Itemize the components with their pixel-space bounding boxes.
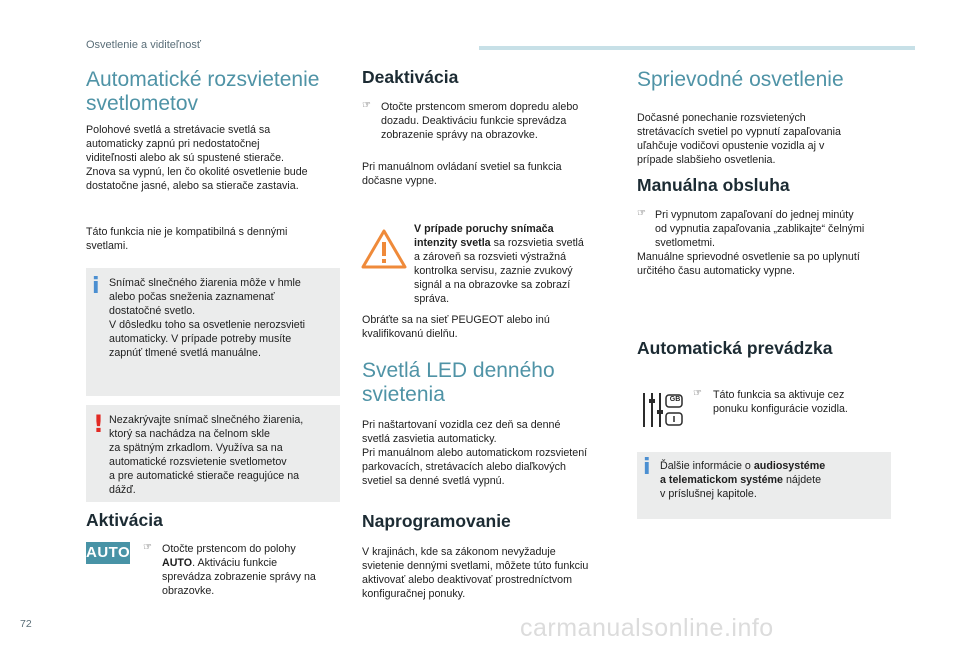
activation-title: Aktivácia [86,510,163,530]
auto-lighting-title-line2: svetlometov [86,92,199,115]
text-line: sprevádza zobrazenie správy na [162,571,316,583]
info-icon: i [92,274,100,299]
bullet-arrow-icon: ☞ [143,542,152,553]
text-line [660,473,888,487]
auto-bold-label: AUTO [162,557,193,569]
bullet-arrow-icon: ☞ [693,388,702,399]
fault-bold-2: intenzity svetla [414,237,491,249]
text-line: uľahčuje vodičovi opustenie vozidla aj v [637,140,825,152]
text-line: dočasne vypne. [362,175,437,187]
auto-lighting-para1 [86,123,348,193]
drl-title-line2: svietenia [362,383,445,406]
warning-triangle-icon [361,228,407,270]
manual-operation-text [637,250,899,278]
text-line: Manuálne sprievodné osvetlenie sa po uplynutí [637,251,860,263]
activation-text [162,542,348,598]
sensor-fault-text [414,222,626,306]
text-line: automaticky. V prípade potreby musíte [109,333,292,345]
text-line [660,459,888,473]
text-line: zobrazenie správy na obrazovke. [381,129,538,141]
guide-lighting-title: Sprievodné osvetlenie [637,68,844,91]
text-line: kontrolka servisu, zaznie zvukový [414,265,573,277]
guide-lighting-text [637,111,899,167]
info-line1-bold: audiosystéme [753,460,826,472]
section-header: Osvetlenie a viditeľnosť [86,39,201,51]
text-line: Pri manuálnom ovládaní svetiel sa funkcia [362,161,562,173]
page-number: 72 [20,618,32,630]
auto-lighting-title [86,68,319,116]
manual-operation-bullet [655,208,899,250]
text-line: dozadu. Deaktiváciu funkcie sprevádza [381,115,567,127]
text-line: obrazovke. [162,585,215,597]
text-line: od vypnutia zapaľovania „zablikajte“ čelnými [655,223,865,235]
text-line: V krajinách, kde sa zákonom nevyžaduje [362,546,556,558]
fault-bold-1: V prípade poruchy snímača [414,223,554,235]
drl-title [362,359,555,407]
text-line: Táto funkcia sa aktivuje cez [713,389,845,401]
text-line [162,556,348,570]
text-line: Dočasné ponechanie rozsvietených [637,112,806,124]
text-line: svetlá zasvietia automaticky. [362,433,497,445]
text-line: automatické rozsvietenie svetlometov [109,456,287,468]
drl-text [362,418,624,488]
text-line: Polohové svetlá a stretávacie svetlá sa [86,124,271,136]
text-line: Nezakrývajte snímač slnečného žiarenia, [109,414,304,426]
text-line: stretávacích svetiel po vypnutí zapaľovania [637,126,841,138]
text-line: dostatočné svetlo. [109,305,196,317]
text-line: Táto funkcia nie je kompatibilná s dennými [86,226,288,238]
text-line: Pri vypnutom zapaľovaní do jednej minúty [655,209,854,221]
text-line: dážď. [109,484,136,496]
text-line: signál a na obrazovke sa zobrazí [414,279,571,291]
dealer-contact-text [362,313,624,341]
text-line [414,222,626,236]
automatic-operation-title: Automatická prevádzka [637,338,833,358]
activation-line2-rest: . Aktiváciu funkcie [192,557,278,569]
watermark: carmanualsonline.info [520,614,774,642]
deactivation-title: Deaktivácia [362,67,459,87]
reprogramming-title: Naprogramovanie [362,511,511,531]
gb-label: GB [669,396,681,403]
text-line: určitého času automaticky vypne. [637,265,796,277]
info-line1-pre: Ďalšie informácie o [660,460,754,472]
text-line [414,236,626,250]
header-divider [479,46,915,50]
text-line: aktivovať alebo deaktivovať prostredníctvom [362,574,572,586]
deactivation-text [381,100,621,142]
manual-operation-title: Manuálna obsluha [637,175,790,195]
auto-lighting-title-line1: Automatické rozsvietenie [86,68,320,91]
info-icon: i [643,455,651,480]
text-line: svetlami. [86,240,129,252]
info-line2-bold: a telematickom systéme [660,474,783,486]
text-line: v príslušnej kapitole. [660,488,757,500]
text-line: alebo počas sneženia zaznamenať [109,291,275,303]
text-line: Obráťte sa na sieť PEUGEOT alebo inú [362,314,550,326]
auto-mode-icon: AUTO [86,542,130,564]
text-line: svetlometmi. [655,237,715,249]
text-line: Snímač slnečného žiarenia môže v hmle [109,277,301,289]
text-line: V dôsledku toho sa osvetlenie nerozsvieti [109,319,306,331]
text-line: kvalifikovanú dielňu. [362,328,458,340]
text-line: automaticky zapnú pri nedostatočnej [86,138,260,150]
info-box-audio-text [660,459,888,501]
exclamation-icon: ! [93,410,104,438]
text-line: zapnúť tlmené svetlá manuálne. [109,347,261,359]
text-line: svetiel sa denné svetlá vypnú. [362,475,505,487]
text-line: konfiguračnej ponuky. [362,588,466,600]
text-line: dostatočne jasné, alebo sa stierače zastavia. [86,180,299,192]
manual-control-text [362,160,624,188]
text-line: viditeľnosti alebo ak sú spustené stierače. [86,152,284,164]
warning-box-sensor-text [109,413,341,497]
text-line: správa. [414,293,450,305]
text-line: a zároveň sa rozsvieti výstražná [414,251,567,263]
text-line: ktorý sa nachádza na čelnom skle [109,428,270,440]
automatic-operation-text [713,388,899,416]
text-line: prípade slabšieho osvetlenia. [637,154,776,166]
info-line2-rest: nájdete [782,474,822,486]
text-line: za spätným zrkadlom. Využíva sa na [109,442,283,454]
info-box-sensor-text [109,276,341,360]
text-line: Znova sa vypnú, len čo okolité osvetlenie bude [86,166,308,178]
text-line: Otočte prstencom do polohy [162,543,296,555]
fault-rest-2: sa rozsvietia svetlá [490,237,584,249]
bullet-arrow-icon: ☞ [637,208,646,219]
reprogramming-text [362,545,624,601]
drl-title-line1: Svetlá LED denného [362,359,555,382]
text-line: a pre automatické stierače reagujúce na [109,470,300,482]
auto-lighting-para2 [86,225,348,253]
text-line: svietenie dennými svetlami, môžete túto funkciu [362,560,589,572]
text-line: parkovacích, stretávacích alebo diaľkových [362,461,566,473]
bullet-arrow-icon: ☞ [362,100,371,111]
text-line: ponuku konfigurácie vozidla. [713,403,848,415]
text-line: Pri manuálnom alebo automatickom rozsvietení [362,447,588,459]
text-line: Pri naštartovaní vozidla cez deň sa denné [362,419,561,431]
text-line: Otočte prstencom smerom dopredu alebo [381,101,579,113]
